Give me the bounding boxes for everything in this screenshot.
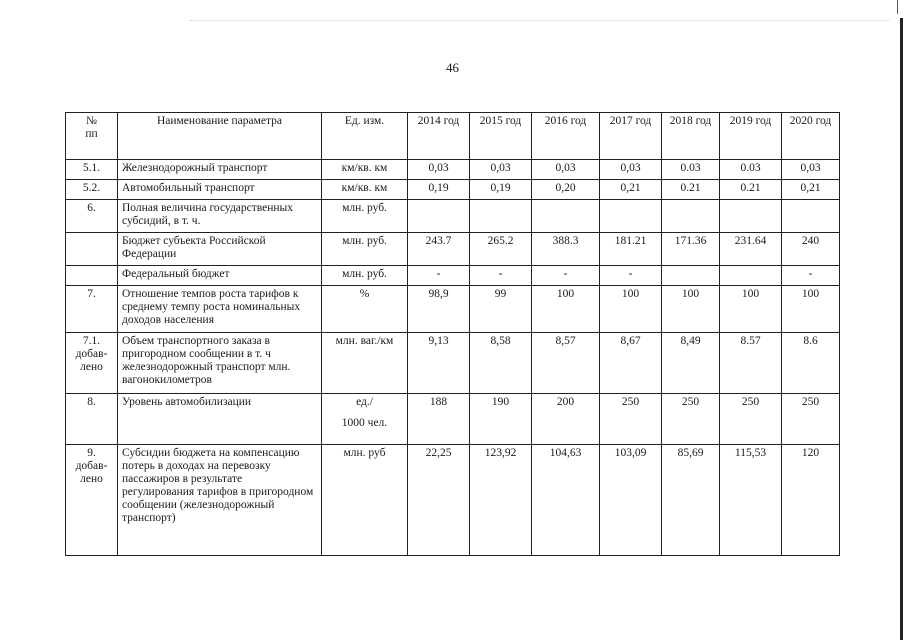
row-value xyxy=(720,266,782,286)
row-value: 123,92 xyxy=(470,445,532,556)
row-num: 5.1. xyxy=(66,160,118,180)
row-unit-line1: ед./ xyxy=(356,396,373,408)
row-name: Субсидии бюджета на компенсацию потерь в доходах на перевозку пассажиров в результате регулирования тарифов в пригородном сообщении (железнодорожный транспорт) xyxy=(118,445,322,556)
row-value: 388.3 xyxy=(532,233,600,266)
row-name: Автомобильный транспорт xyxy=(118,180,322,200)
row-num xyxy=(66,266,118,286)
row-value: 200 xyxy=(532,394,600,445)
page-number: 46 xyxy=(446,60,459,75)
row-num: 8. xyxy=(66,394,118,445)
row-num: 9. добав-лено xyxy=(66,445,118,556)
row-unit: млн. руб. xyxy=(322,233,408,266)
row-value: 0.21 xyxy=(720,180,782,200)
row-name: Уровень автомобилизации xyxy=(118,394,322,445)
header-year-2018: 2018 год xyxy=(662,113,720,160)
row-value: 0.03 xyxy=(720,160,782,180)
row-value xyxy=(408,200,470,233)
row-value: 103,09 xyxy=(600,445,662,556)
row-value xyxy=(782,200,840,233)
row-value xyxy=(470,200,532,233)
row-value: 0,03 xyxy=(600,160,662,180)
header-year-2015: 2015 год xyxy=(470,113,532,160)
row-value: 115,53 xyxy=(720,445,782,556)
row-value: 8,58 xyxy=(470,333,532,394)
table-row xyxy=(66,180,840,200)
row-value: 8.57 xyxy=(720,333,782,394)
row-value: 8,49 xyxy=(662,333,720,394)
row-unit: млн. ваг./км xyxy=(322,333,408,394)
row-value: 240 xyxy=(782,233,840,266)
row-num: 7.1. добав-лено xyxy=(66,333,118,394)
row-value: 0,03 xyxy=(408,160,470,180)
row-value: - xyxy=(408,266,470,286)
row-value: 0,03 xyxy=(470,160,532,180)
row-unit: км/кв. км xyxy=(322,180,408,200)
row-unit: км/кв. км xyxy=(322,160,408,180)
row-value: 265.2 xyxy=(470,233,532,266)
row-value: - xyxy=(532,266,600,286)
row-value: 171.36 xyxy=(662,233,720,266)
row-name: Федеральный бюджет xyxy=(118,266,322,286)
row-value: 250 xyxy=(720,394,782,445)
table-row xyxy=(66,445,840,556)
table-row xyxy=(66,200,840,233)
row-unit: млн. руб xyxy=(322,445,408,556)
row-unit-line2: 1000 чел. xyxy=(341,417,388,429)
row-name: Бюджет субъекта Российской Федерации xyxy=(118,233,322,266)
row-value: 0,19 xyxy=(408,180,470,200)
table-row xyxy=(66,266,840,286)
row-value: 100 xyxy=(532,286,600,333)
header-year-2019: 2019 год xyxy=(720,113,782,160)
header-num xyxy=(66,113,118,160)
row-name: Объем транспортного заказа в пригородном сообщении в т. ч железнодорожный транспорт млн. вагонокилометров xyxy=(118,333,322,394)
header-num-line1: № xyxy=(86,115,97,127)
row-unit: % xyxy=(322,286,408,333)
row-num: 5.2. xyxy=(66,180,118,200)
row-value: 100 xyxy=(720,286,782,333)
row-value: 104,63 xyxy=(532,445,600,556)
row-value: 120 xyxy=(782,445,840,556)
row-value: 8,67 xyxy=(600,333,662,394)
row-unit: млн. руб. xyxy=(322,266,408,286)
header-name: Наименование параметра xyxy=(118,113,322,160)
row-value: 188 xyxy=(408,394,470,445)
row-value xyxy=(532,200,600,233)
table-row xyxy=(66,160,840,180)
row-value: 250 xyxy=(662,394,720,445)
row-value: 250 xyxy=(782,394,840,445)
row-value: - xyxy=(470,266,532,286)
row-value: 0,20 xyxy=(532,180,600,200)
row-value: 0,21 xyxy=(600,180,662,200)
scan-edge-shadow xyxy=(900,18,903,640)
row-unit: млн. руб. xyxy=(322,200,408,233)
row-value: 100 xyxy=(662,286,720,333)
row-num xyxy=(66,233,118,266)
row-value: 98,9 xyxy=(408,286,470,333)
table-header-row xyxy=(66,113,840,160)
row-num: 7. xyxy=(66,286,118,333)
row-value: 8,57 xyxy=(532,333,600,394)
row-name: Железнодорожный транспорт xyxy=(118,160,322,180)
scan-edge-mark xyxy=(897,0,898,14)
row-value: 0,21 xyxy=(782,180,840,200)
row-value: 231.64 xyxy=(720,233,782,266)
row-value: 0.21 xyxy=(662,180,720,200)
row-value: 9,13 xyxy=(408,333,470,394)
row-value: 85,69 xyxy=(662,445,720,556)
header-year-2014: 2014 год xyxy=(408,113,470,160)
row-value: 22,25 xyxy=(408,445,470,556)
table-row xyxy=(66,233,840,266)
table-row xyxy=(66,333,840,394)
scan-speckle-line xyxy=(190,20,890,22)
row-value: 8.6 xyxy=(782,333,840,394)
row-value xyxy=(662,266,720,286)
header-year-2020: 2020 год xyxy=(782,113,840,160)
row-value: 100 xyxy=(782,286,840,333)
header-unit: Ед. изм. xyxy=(322,113,408,160)
row-name: Полная величина государственных субсидий, в т. ч. xyxy=(118,200,322,233)
row-value: - xyxy=(600,266,662,286)
row-value: 100 xyxy=(600,286,662,333)
row-value: 250 xyxy=(600,394,662,445)
header-year-2016: 2016 год xyxy=(532,113,600,160)
header-year-2017: 2017 год xyxy=(600,113,662,160)
row-value: 99 xyxy=(470,286,532,333)
row-value xyxy=(720,200,782,233)
table-row xyxy=(66,286,840,333)
row-value xyxy=(662,200,720,233)
row-value xyxy=(600,200,662,233)
row-value: 243.7 xyxy=(408,233,470,266)
row-unit xyxy=(322,394,408,445)
row-value: 0.03 xyxy=(662,160,720,180)
row-value: - xyxy=(782,266,840,286)
row-value: 0,03 xyxy=(532,160,600,180)
row-value: 181.21 xyxy=(600,233,662,266)
row-num: 6. xyxy=(66,200,118,233)
row-name: Отношение темпов роста тарифов к среднему темпу роста номинальных доходов населения xyxy=(118,286,322,333)
parameters-table xyxy=(65,112,840,556)
header-num-line2: пп xyxy=(85,128,98,140)
row-value: 0,19 xyxy=(470,180,532,200)
row-value: 0,03 xyxy=(782,160,840,180)
row-value: 190 xyxy=(470,394,532,445)
table-row xyxy=(66,394,840,445)
